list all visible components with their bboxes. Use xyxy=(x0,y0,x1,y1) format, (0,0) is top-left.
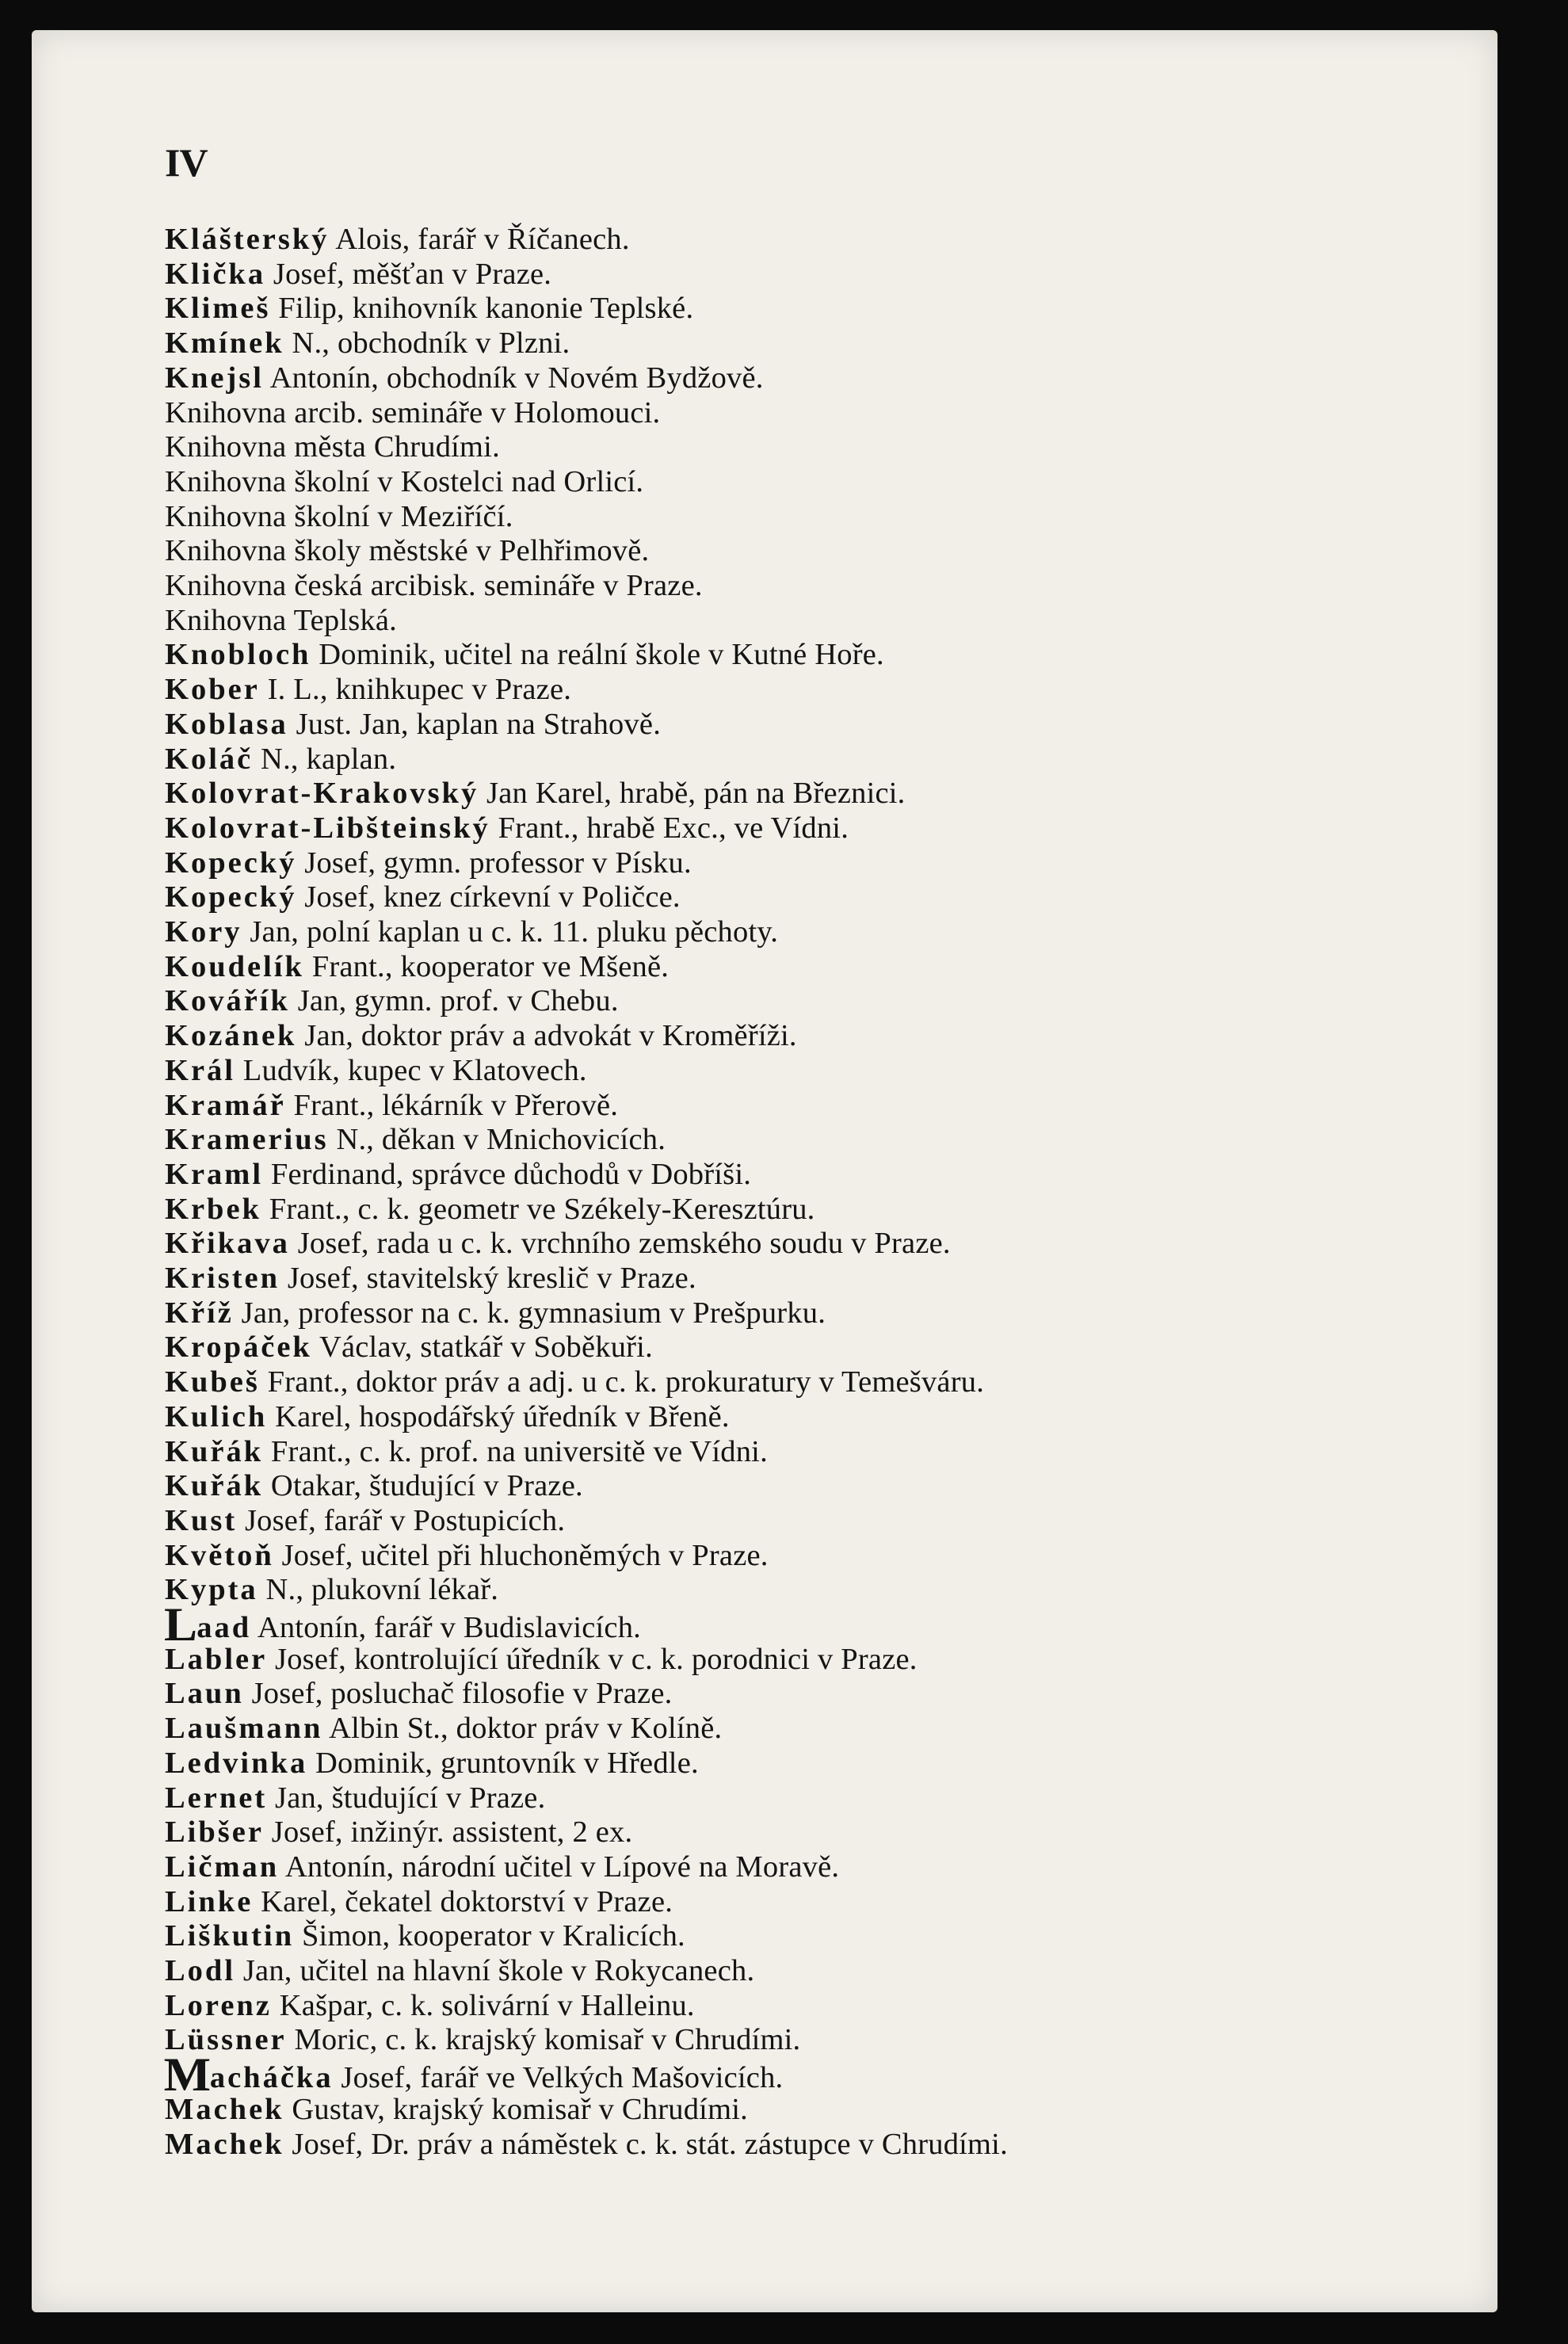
entry-details: N., kaplan. xyxy=(253,742,397,776)
entry-surname: Knejsl xyxy=(165,361,264,395)
list-item xyxy=(165,292,693,324)
entry-surname: Kulich xyxy=(165,1399,268,1434)
entry-details: Dominik, gruntovník v Hředle. xyxy=(307,1746,699,1780)
list-item xyxy=(165,1643,918,1675)
entry-surname: Kmínek xyxy=(165,326,284,361)
entry-details: Václav, statkář v Soběkuři. xyxy=(311,1330,653,1365)
entry-details: Karel, čekatel doktorství v Praze. xyxy=(253,1884,673,1918)
entry-surname: Klimeš xyxy=(165,292,271,326)
list-item xyxy=(165,951,669,983)
entry-surname: Knobloch xyxy=(165,638,311,672)
list-item xyxy=(165,1678,672,1709)
list-item xyxy=(165,1851,839,1883)
entry-surname: Kopecký xyxy=(165,846,297,880)
entry-details: Albin St., doktor práv v Kolíně. xyxy=(322,1712,723,1746)
entry-details: Josef, učitel při hluchoněmých v Praze. xyxy=(273,1538,769,1572)
entry-details: Josef, farář v Postupicích. xyxy=(237,1503,566,1537)
list-item xyxy=(165,1124,666,1155)
list-item xyxy=(165,639,884,670)
entry-surname: Koudelík xyxy=(165,949,304,983)
list-item xyxy=(165,1540,769,1571)
entry-details: Jan, gymn. prof. v Chebu. xyxy=(289,984,619,1018)
list-item xyxy=(165,1782,545,1814)
entry-details: Knihovna školy městské v Pelhřimově. xyxy=(165,534,650,568)
initial-letter: L xyxy=(163,1598,198,1651)
list-item xyxy=(165,327,570,359)
entry-details: Knihovna školní v Kostelci nad Orlicí. xyxy=(165,464,644,498)
entry-surname: Labler xyxy=(165,1642,268,1676)
entry-surname: Ličman xyxy=(165,1850,280,1884)
entry-surname: Kust xyxy=(165,1503,238,1537)
entry-details: Jan, professor na c. k. gymnasium v Prešpurku. xyxy=(233,1296,826,1330)
entry-surname: Klášterský xyxy=(165,223,330,256)
entry-surname: Machek xyxy=(165,2092,284,2126)
list-item xyxy=(165,362,764,394)
list-item xyxy=(165,1955,754,1987)
entry-details: Ludvík, kupec v Klatovech. xyxy=(235,1053,587,1087)
entry-surname: Kolovrat-Krakovský xyxy=(165,777,479,811)
list-item xyxy=(165,1747,699,1779)
entry-details: Gustav, krajský komisař v Chrudími. xyxy=(284,2092,748,2126)
list-item xyxy=(165,1331,653,1363)
entry-surname: Květoň xyxy=(165,1538,274,1572)
entry-details: Jan Karel, hrabě, pán na Březnici. xyxy=(479,777,906,811)
initial-letter: M xyxy=(163,2048,212,2102)
list-item xyxy=(165,1990,695,2021)
entry-surname: Krbek xyxy=(165,1192,261,1226)
entry-details: Jan, učitel na hlavní škole v Rokycanech. xyxy=(235,1954,755,1987)
entry-details: Frant., doktor práv a adj. u c. k. prokuratury v Temešváru. xyxy=(259,1365,985,1399)
entry-surname: Král xyxy=(165,1053,235,1087)
entry-details: Jan, študující v Praze. xyxy=(267,1781,546,1815)
list-item xyxy=(165,1020,797,1052)
entry-details: Knihovna Teplská. xyxy=(165,603,397,637)
list-item xyxy=(165,1366,984,1398)
list-item xyxy=(165,1159,751,1190)
entry-details: Ferdinand, správce důchodů v Dobříši. xyxy=(263,1157,752,1191)
list-item xyxy=(165,431,500,463)
entry-details: Alois, farář v Říčanech. xyxy=(329,223,630,256)
entry-surname: Kuřák xyxy=(165,1469,264,1503)
entry-surname: Laun xyxy=(165,1677,244,1711)
list-item xyxy=(165,1297,826,1329)
list-item xyxy=(165,466,643,498)
entry-details: Josef, rada u c. k. vrchního zemského soudu v Praze. xyxy=(289,1227,951,1261)
list-item xyxy=(165,1055,587,1086)
entry-details: Frant., lékárník v Přerově. xyxy=(285,1088,619,1122)
page xyxy=(32,30,1497,2312)
list-item xyxy=(165,708,661,740)
list-item xyxy=(165,1262,696,1294)
entry-details: Knihovna školní v Meziříčí. xyxy=(165,499,513,533)
entry-surname: acháčka xyxy=(209,2061,334,2095)
entry-details: Antonín, národní učitel v Lípové na Moravě. xyxy=(279,1850,840,1884)
list-item xyxy=(165,1920,685,1952)
entry-details: N., plukovní lékař. xyxy=(258,1573,499,1607)
list-item xyxy=(165,2128,1008,2160)
entry-surname: Kraml xyxy=(165,1157,264,1191)
entry-details: Šimon, kooperator v Kralicích. xyxy=(294,1919,685,1953)
entry-details: N., děkan v Mnichovicích. xyxy=(328,1123,666,1157)
list-item xyxy=(165,605,397,636)
entry-surname: Kristen xyxy=(165,1262,280,1295)
entry-surname: Koblasa xyxy=(165,707,288,741)
list-item xyxy=(165,916,778,948)
entry-details: Josef, knez církevní v Poličce. xyxy=(296,880,681,914)
list-item xyxy=(165,1816,632,1848)
entry-surname: Kypta xyxy=(165,1573,258,1607)
entry-surname: Koláč xyxy=(165,742,254,776)
entry-details: Antonín, obchodník v Novém Bydžově. xyxy=(263,361,764,395)
list-item xyxy=(165,985,619,1017)
entry-surname: Kozánek xyxy=(165,1019,297,1053)
list-item xyxy=(165,258,551,290)
entry-surname: Lodl xyxy=(165,1954,236,1987)
entry-surname: aad xyxy=(196,1611,252,1644)
entry-surname: Kovářík xyxy=(165,984,290,1018)
entry-details: Josef, stavitelský kreslič v Praze. xyxy=(280,1262,696,1295)
list-item xyxy=(163,1598,641,1651)
entry-details: Josef, Dr. práv a náměstek c. k. stát. zástupce v Chrudími. xyxy=(284,2127,1008,2161)
list-item xyxy=(165,2094,748,2125)
entry-details: Kašpar, c. k. solivární v Halleinu. xyxy=(271,1988,695,2022)
entry-surname: Kuřák xyxy=(165,1434,264,1468)
list-item xyxy=(165,1436,768,1468)
entry-surname: Kropáček xyxy=(165,1330,312,1365)
list-item xyxy=(165,1227,951,1259)
list-item xyxy=(165,535,649,567)
list-item xyxy=(165,570,703,601)
entry-details: Just. Jan, kaplan na Strahově. xyxy=(288,707,662,741)
list-item xyxy=(165,223,630,255)
entry-details: Dominik, učitel na reální škole v Kutné Hoře. xyxy=(311,638,884,672)
entry-details: Josef, farář ve Velkých Mašovicích. xyxy=(333,2061,784,2095)
list-item xyxy=(165,1574,498,1605)
entry-surname: Kolovrat-Libšteinský xyxy=(165,811,490,845)
entry-details: Knihovna česká arcibisk. semináře v Praze. xyxy=(165,569,703,602)
entry-details: I. L., knihkupec v Praze. xyxy=(259,673,572,707)
list-item xyxy=(165,2024,800,2056)
entry-details: Antonín, farář v Budislavicích. xyxy=(251,1611,641,1644)
entry-surname: Klička xyxy=(165,257,266,291)
entry-details: Knihovna města Chrudími. xyxy=(165,430,500,464)
entry-details: Knihovna arcib. semináře v Holomouci. xyxy=(165,395,661,429)
entry-surname: Kramerius xyxy=(165,1123,329,1157)
entry-surname: Machek xyxy=(165,2127,284,2161)
list-item xyxy=(165,674,571,705)
entry-details: Frant., hrabě Exc., ve Vídni. xyxy=(490,811,849,845)
entry-details: Frant., c. k. geometr ve Székely-Keresztúru. xyxy=(261,1192,815,1226)
subscriber-list xyxy=(32,30,1497,2312)
list-item xyxy=(165,1712,722,1744)
list-item xyxy=(165,1401,730,1433)
page-number: IV xyxy=(165,140,208,185)
list-item xyxy=(165,1090,618,1121)
entry-details: Karel, hospodářský úředník v Břeně. xyxy=(267,1399,730,1434)
list-item xyxy=(165,812,849,844)
entry-details: Josef, inžinýr. assistent, 2 ex. xyxy=(263,1815,633,1850)
entry-surname: Linke xyxy=(165,1884,254,1918)
entry-details: Josef, měšťan v Praze. xyxy=(265,257,552,291)
entry-details: Moric, c. k. krajský komisař v Chrudími. xyxy=(286,2023,801,2057)
entry-details: Josef, posluchač filosofie v Praze. xyxy=(243,1677,673,1711)
entry-details: Frant., c. k. prof. na universitě ve Vídni. xyxy=(263,1434,768,1468)
list-item xyxy=(165,1193,815,1225)
entry-surname: Kopecký xyxy=(165,880,297,914)
entry-details: Josef, gymn. professor v Písku. xyxy=(296,846,692,880)
entry-surname: Lernet xyxy=(165,1781,268,1815)
entry-surname: Kramář xyxy=(165,1088,286,1122)
list-item xyxy=(165,1470,583,1502)
list-item xyxy=(165,743,396,775)
list-item xyxy=(165,1505,565,1537)
entry-surname: Libšer xyxy=(165,1815,264,1850)
entry-details: Frant., kooperator ve Mšeně. xyxy=(303,949,670,983)
list-item xyxy=(163,2048,784,2102)
list-item xyxy=(165,1886,673,1918)
entry-surname: Kříž xyxy=(165,1296,234,1330)
entry-surname: Lorenz xyxy=(165,1988,272,2022)
entry-surname: Křikava xyxy=(165,1227,290,1261)
list-item xyxy=(165,881,681,913)
entry-surname: Kober xyxy=(165,673,260,707)
list-item xyxy=(165,397,660,429)
entry-surname: Liškutin xyxy=(165,1919,295,1953)
entry-details: Jan, doktor práv a advokát v Kroměříži. xyxy=(296,1019,797,1053)
entry-surname: Ledvinka xyxy=(165,1746,308,1780)
entry-surname: Kubeš xyxy=(165,1365,260,1399)
entry-details: Jan, polní kaplan u c. k. 11. pluku pěchoty. xyxy=(242,915,779,949)
entry-surname: Laušmann xyxy=(165,1712,323,1746)
entry-details: Filip, knihovník kanonie Teplské. xyxy=(270,292,694,326)
list-item xyxy=(165,777,906,809)
entry-details: Josef, kontrolující úředník v c. k. porodnici v Praze. xyxy=(267,1642,918,1676)
entry-details: Otakar, študující v Praze. xyxy=(263,1469,583,1503)
list-item xyxy=(165,847,692,879)
entry-details: N., obchodník v Plzni. xyxy=(284,326,570,361)
list-item xyxy=(165,501,513,533)
entry-surname: Lüssner xyxy=(165,2023,287,2057)
entry-surname: Kory xyxy=(165,915,242,949)
